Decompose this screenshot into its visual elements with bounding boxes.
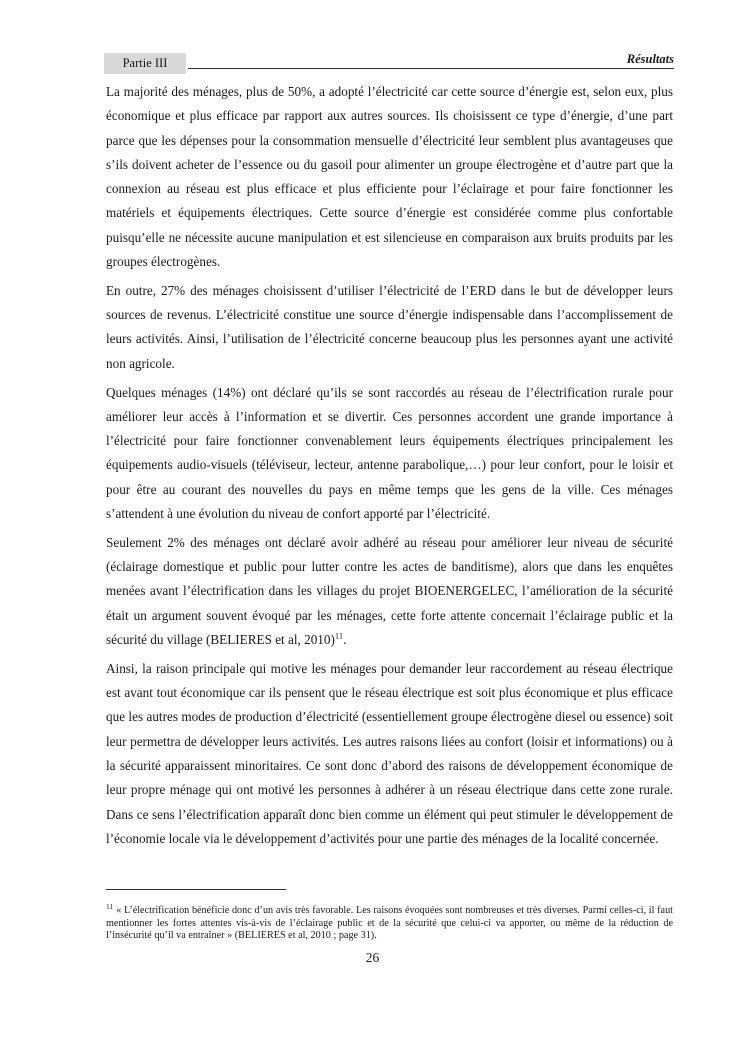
- footnote-text: « L’électrification bénéficie donc d’un avis très favorable. Les raisons évoquées sont nombreuses et très diverses. Parmi celles-ci, il faut mentionner les fortes attentes vis-à-vis de l’éclairage public et de la sécurité que celui-ci va apporter, ou même de la réduction de l’insécurité qu’il va entraîner » (BELIERES et al, 2010 ; page 31).: [106, 905, 673, 942]
- footnote-number: 11: [106, 901, 114, 911]
- page-header: [104, 50, 674, 74]
- body-text: [106, 80, 673, 856]
- paragraph-5: Ainsi, la raison principale qui motive les ménages pour demander leur raccordement au réseau électrique est avant tout économique car ils pensent que le réseau électrique est soit plus économique et plus efficace que les autres modes de production d’électricité (essentiellement groupe électrogène diesel ou essence) soit leur permettra de développer leurs activités. Les autres raisons liées au confort (loisir et informations) ou à la sécurité apparaissent minoritaires. Ce sont donc d’abord des raisons de développement économique de leur propre ménage qui ont motivé les personnes à adhérer à un réseau électrique dans cette zone rurale. Dans ce sens l’électrification apparaît donc bien comme un élément qui peut stimuler le développement de l’économie locale via le développement d’activités pour une partie des ménages de la localité concernée.: [106, 660, 673, 846]
- paragraph-1: La majorité des ménages, plus de 50%, a adopté l’électricité car cette source d’énergie est, selon eux, plus économique et plus efficace par rapport aux autres sources. Ils choisissent ce type d’énergie, d’une part parce que les dépenses pour la consommation mensuelle d’électricité leur semblent plus avantageuses que s’ils doivent acheter de l’essence ou du gasoil pour alimenter un groupe électrogène et d’autre part que la connexion au réseau est plus efficace et plus efficiente pour l’éclairage et pour faire fonctionner les matériels et équipements électriques. Cette source d’énergie est considérée comme plus confortable puisqu’elle ne nécessite aucune manipulation et est silencieuse en comparaison aux bruits produits par les groupes électrogènes.: [106, 84, 673, 270]
- part-label: Partie III: [104, 53, 186, 74]
- footnote: [106, 901, 673, 943]
- paragraph-4: [106, 531, 673, 652]
- page-number: 26: [365, 950, 380, 965]
- section-title: Résultats: [626, 52, 674, 66]
- paragraph-2: En outre, 27% des ménages choisissent d’utiliser l’électricité de l’ERD dans le but de développer leurs sources de revenus. L’électricité constitue une source d’énergie indispensable dans l’accomplissement de leurs activités. Ainsi, l’utilisation de l’électricité concerne beaucoup plus les personnes ayant une activité non agricole.: [106, 282, 673, 371]
- header-rule: [188, 68, 674, 69]
- paragraph-4-text: Seulement 2% des ménages ont déclaré avoir adhéré au réseau pour améliorer leur niveau de sécurité (éclairage domestique et public pour lutter contre les actes de banditisme), alors que dans les enquêtes menées avant l’électrification dans les villages du projet BIOENERGELEC, l’amélioration de la sécurité était un argument souvent évoqué par les ménages, cette forte attente concernait l’éclairage public et la sécurité du village (BELIERES et al, 2010): [106, 534, 673, 648]
- footnote-separator: [106, 889, 286, 890]
- paragraph-3: Quelques ménages (14%) ont déclaré qu’ils se sont raccordés au réseau de l’électrification rurale pour améliorer leur accès à l’information et se divertir. Ces personnes accordent une grande importance à l’électricité pour faire fonctionner convenablement leurs équipements électriques principalement les équipements audio-visuels (téléviseur, lecteur, antenne parabolique,…) pour leur confort, pour le loisir et pour être au courant des nouvelles du pays en même temps que les gens de la ville. Ces ménages s’attendent à une évolution du niveau de confort apporté par l’électricité.: [106, 384, 673, 522]
- footnote-reference[interactable]: 11: [334, 630, 344, 641]
- paragraph-4-end: .: [343, 632, 347, 648]
